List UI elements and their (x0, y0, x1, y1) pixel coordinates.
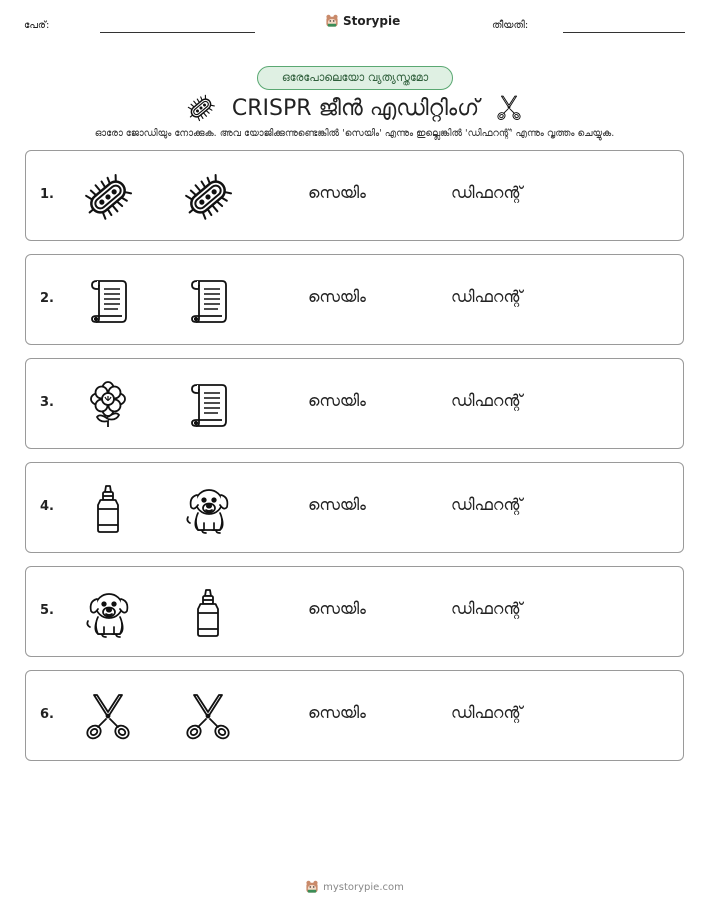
flower-icon (82, 379, 134, 431)
footer-url: mystorypie.com (323, 881, 404, 893)
different-option[interactable]: ഡിഫറന്റ് (451, 391, 523, 410)
name-line (100, 32, 255, 33)
different-option[interactable]: ഡിഫറന്റ് (451, 287, 523, 306)
question-number: 3. (40, 395, 54, 410)
question-number: 6. (40, 707, 54, 722)
scroll-icon (182, 379, 234, 431)
instructions: ഓരോ ജോഡിയും നോക്കുക. അവ യോജിക്കുന്നുണ്ടെങ്കിൽ 'സെയിം' എന്നും ഇല്ലെങ്കിൽ 'ഡിഫറന്റ്' എന്നും വൃത്തം ചെയ്യുക. (94, 128, 615, 139)
glue-bottle-icon (82, 483, 134, 535)
glue-bottle-icon (182, 587, 234, 639)
same-option[interactable]: സെയിം (308, 183, 366, 202)
question-row (25, 566, 684, 657)
question-number: 2. (40, 291, 54, 306)
question-row (25, 462, 684, 553)
same-option[interactable]: സെയിം (308, 391, 366, 410)
question-row (25, 254, 684, 345)
bacteria-icon (82, 171, 134, 223)
title-text: CRISPR ജീൻ എഡിറ്റിംഗ് (231, 95, 480, 121)
question-number: 4. (40, 499, 54, 514)
different-option[interactable]: ഡിഫറന്റ് (451, 183, 523, 202)
scissors-icon (82, 691, 134, 743)
brand-name: Storypie (343, 14, 401, 28)
puppy-icon (182, 483, 234, 535)
storypie-logo-icon (305, 880, 319, 894)
different-option[interactable]: ഡിഫറന്റ് (451, 599, 523, 618)
bacteria-icon (182, 171, 234, 223)
question-row (25, 670, 684, 761)
date-line (563, 32, 685, 33)
scissors-icon (182, 691, 234, 743)
scroll-icon (182, 275, 234, 327)
scroll-icon (82, 275, 134, 327)
date-label: തീയതി: (492, 20, 529, 31)
question-row (25, 150, 684, 241)
same-option[interactable]: സെയിം (308, 495, 366, 514)
different-option[interactable]: ഡിഫറന്റ് (451, 703, 523, 722)
worksheet-title (0, 93, 709, 123)
puppy-icon (82, 587, 134, 639)
same-option[interactable]: സെയിം (308, 287, 366, 306)
question-number: 1. (40, 187, 54, 202)
footer (0, 880, 709, 894)
worksheet-header (0, 14, 709, 40)
storypie-logo-icon (325, 14, 339, 28)
different-option[interactable]: ഡിഫറന്റ് (451, 495, 523, 514)
brand-logo (325, 14, 400, 28)
scissors-icon (495, 94, 523, 122)
worksheet-type-badge: ഒരേപോലെയോ വ്യത്യസ്തമോ (257, 66, 453, 90)
question-row (25, 358, 684, 449)
same-option[interactable]: സെയിം (308, 703, 366, 722)
question-number: 5. (40, 603, 54, 618)
same-option[interactable]: സെയിം (308, 599, 366, 618)
bacteria-icon (186, 93, 216, 123)
name-label: പേര്: (24, 20, 50, 31)
